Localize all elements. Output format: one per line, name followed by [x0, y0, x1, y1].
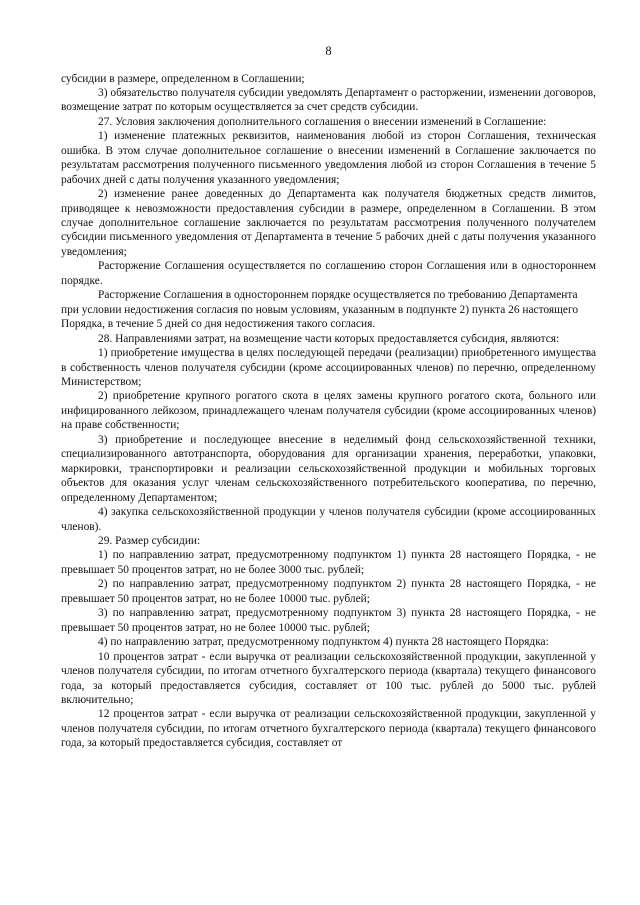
paragraph-termination-unilateral: Расторжение Соглашения в одностороннем порядке осуществляется по требованию Департамента при условии недостижения согласия по новым условиям, указанным в подпункте 2) пункта 26 настоящего Порядка, в течение 5 дней со дня недостижения такого согласия.	[61, 289, 579, 331]
paragraph-27-2: 2) изменение ранее доведенных до Департамента как получателя бюджетных средств лимитов, приводящее к невозможности предоставления субсидии в размере, определенном в Соглашении. В этом случае дополнительное соглашение заключается по результатам рассмотрения полученного получателем субсидии письменного уведомления от Департамента в течение 5 рабочих дней с даты получения указанного уведомления;	[61, 188, 596, 258]
paragraph-29-1: 1) по направлению затрат, предусмотренному подпунктом 1) пункта 28 настоящего Порядка, - не превышает 50 процентов затрат, но не более 3000 тыс. рублей;	[61, 549, 596, 576]
paragraph-27: 27. Условия заключения дополнительного соглашения о внесении изменений в Соглашение:	[98, 115, 547, 128]
paragraph-continuation: субсидии в размере, определенном в Соглашении;	[61, 72, 305, 85]
paragraph-26-3: 3) обязательство получателя субсидии уведомлять Департамент о расторжении, изменении договоров, возмещение затрат по которым осуществляется за счет средств субсидии.	[61, 86, 596, 114]
paragraph-29-4-12-percent: 12 процентов затрат - если выручка от реализации сельскохозяйственной продукции, закупленной у членов получателя субсидии, по итогам отчетного бухгалтерского периода (квартала) текущего финансового года, за который предоставляется субсидия, составляет от	[61, 708, 596, 750]
paragraph-28-1: 1) приобретение имущества в целях последующей передачи (реализации) приобретенного имущества в собственность членов получателя субсидии (кроме ассоциированных членов) по перечню, определенному Министерством;	[61, 347, 596, 389]
paragraph-27-1: 1) изменение платежных реквизитов, наименования любой из сторон Соглашения, техническая ошибка. В этом случае дополнительное соглашение о внесении изменений в Соглашение заключается по результатам рассмотрения полученного письменного уведомления любой из сторон Соглашения в течение 5 рабочих дней с даты получения указанного уведомления;	[61, 130, 596, 186]
paragraph-29-2: 2) по направлению затрат, предусмотренному подпунктом 2) пункта 28 настоящего Порядка, - не превышает 50 процентов затрат, но не более 10000 тыс. рублей;	[61, 578, 596, 605]
paragraph-28-2: 2) приобретение крупного рогатого скота в целях замены крупного рогатого скота, больного или инфицированного лейкозом, принадлежащего членам получателя субсидии (кроме ассоциированных членов) на праве собственности;	[61, 390, 596, 432]
paragraph-29-4-10-percent: 10 процентов затрат - если выручка от реализации сельскохозяйственной продукции, закупленной у членов получателя субсидии, по итогам отчетного бухгалтерского периода (квартала) текущего финансового года, за который предоставляется субсидия, составляет от 100 тыс. рублей до 5000 тыс. рублей включительно;	[61, 650, 596, 706]
page-number: 8	[325, 44, 332, 58]
paragraph-28-3: 3) приобретение и последующее внесение в неделимый фонд сельскохозяйственной техники, специализированного автотранспорта, оборудования для организации хранения, переработки, упаковки, маркировки, транспортировки и реализации сельскохозяйственной продукции и мобильных торговых объектов для оказания услуг членам сельскохозяйственного потребительского кооператива, по перечню, определенному Департаментом;	[61, 433, 596, 504]
paragraph-29: 29. Размер субсидии:	[98, 535, 201, 547]
paragraph-29-4: 4) по направлению затрат, предусмотренному подпунктом 4) пункта 28 настоящего Порядка:	[98, 636, 549, 649]
paragraph-28: 28. Направлениями затрат, на возмещение части которых предоставляется субсидия, являются:	[98, 332, 560, 345]
document-body	[61, 72, 596, 751]
paragraph-termination-agreement: Расторжение Соглашения осуществляется по соглашению сторон Соглашения или в одностороннем порядке.	[61, 260, 596, 287]
paragraph-28-4: 4) закупка сельскохозяйственной продукции у членов получателя субсидии (кроме ассоциированных членов).	[61, 506, 596, 533]
paragraph-29-3: 3) по направлению затрат, предусмотренному подпунктом 3) пункта 28 настоящего Порядка, - не превышает 50 процентов затрат, но не более 10000 тыс. рублей;	[61, 607, 596, 634]
